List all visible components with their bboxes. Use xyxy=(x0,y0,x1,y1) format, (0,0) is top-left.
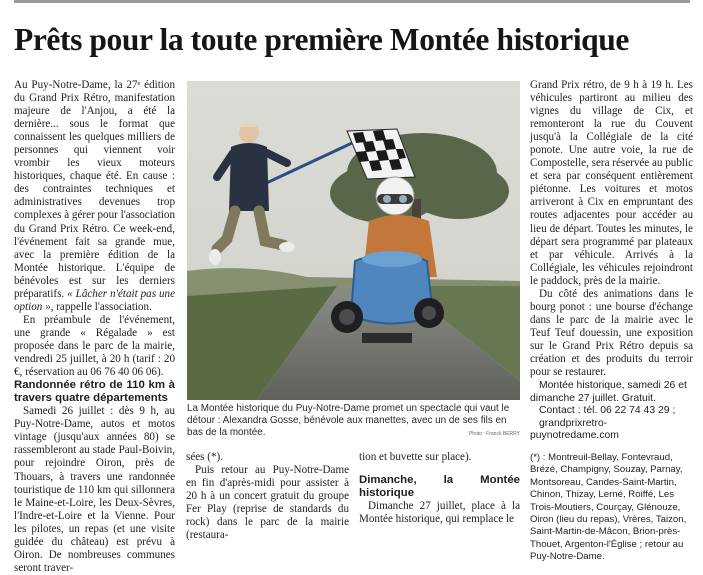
paragraph-dimanche: Dimanche 27 juillet, place à la Montée historique, qui remplace le xyxy=(359,500,520,526)
column-2 xyxy=(186,451,349,542)
subheading-randonnee: Randonnée rétro de 110 km à travers quatre départements xyxy=(14,379,175,405)
caption-text: La Montée historique du Puy-Notre-Dame promet un spectacle qui vaut le détour : Alexandra Gosse, bénévole aux manettes, avec un de ses fils en bas de la montée. xyxy=(187,403,510,438)
article-photo xyxy=(187,81,520,400)
photo-caption xyxy=(187,403,520,439)
top-rule xyxy=(14,0,690,3)
photo-credit: Photo : Franck BERRY xyxy=(468,430,520,437)
subheading-dimanche: Dimanche, la Montée historique xyxy=(359,474,520,500)
paragraph-sees: sées (*). xyxy=(186,451,223,463)
paragraph-animations: Du côté des animations dans le bourg ponot : une bourse d'échange dans le parc de la mairie avec le Teuf Teuf douessin, une exposition sur le Grand Prix Rétro depuis sa création et des produits du terroir pour se restaurer. xyxy=(530,287,693,379)
practical-info xyxy=(530,380,693,443)
paragraph-regalade: En préambule de l'événement, une grande « Régalade » est proposée dans le parc de la mairie, vendredi 25 juillet, à 20 h (tarif : 20 €, réservation au 06 76 40 06 06). xyxy=(14,313,175,379)
paragraph-buvette: tion et buvette sur place). xyxy=(359,451,472,463)
quote: « Lâcher n'était pas une option » xyxy=(14,287,175,313)
paragraph-concert: Puis retour au Puy-Notre-Dame en fin d'après-midi pour assister à 20 h à un concert gratuit du groupe Fer Play (reprise de standards du rock) dans le parc de la mairie (restaura- xyxy=(186,464,349,542)
photo-illustration xyxy=(187,81,520,400)
info-website: grandprixretro-puynotredame.com xyxy=(530,417,619,442)
paragraph-intro xyxy=(14,79,175,314)
column-4 xyxy=(530,79,693,564)
column-3 xyxy=(359,451,520,526)
info-dates: Montée historique, samedi 26 et dimanche 27 juillet. Gratuit. xyxy=(530,380,687,404)
info-contact: Contact : tél. 06 22 74 43 29 ; xyxy=(539,405,676,417)
paragraph-grand-prix: Grand Prix rétro, de 9 h à 19 h. Les véhicules partiront au milieu des vignes du village de Cix, et remonteront la rue du Couvent jusqu'à la Collégiale de la cité ponote. Une autre voie, la rue de Compostelle, sera réservée au public et sera par conséquent entièrement piétonne. Les voitures et motos arriveront à Cix en empruntant des routes adjacentes pour accéder au lieu de départ. Toutes les minutes, le départ sera programmé par plateaux et par véhicule. Arrivés à la Collégiale, les véhicules rejoindront le paddock, près de la mairie. xyxy=(530,79,693,287)
article-headline: Prêts pour la toute première Montée historique xyxy=(14,22,629,57)
quote-end: , rappelle l'association. xyxy=(50,300,152,313)
column-1 xyxy=(14,79,175,575)
communes-list: (*) : Montreuil-Bellay, Fontevraud, Brézé, Champigny, Souzay, Parnay, Montsoreau, Candes-Saint-Martin, Chinon, Thizay, Lerné, Roiffé, Les Trois-Moutiers, Courçay, Glénouze, Oiron (lieu du repas), Vrères, Taizon, Saint-Martin-de-Mâcon, Brion-près-Thouet, Argenton-l'Église ; retour au Puy-Notre-Dame. xyxy=(530,452,687,563)
paragraph-randonnee: Samedi 26 juillet : dès 9 h, au Puy-Notre-Dame, autos et motos vintage (jusqu'aux années 80) se rassembleront au stade Paul-Boivin, pour rejoindre Oiron, près de Thouars, à travers une randonnée touristique de 110 km qui sillonnera le Maine-et-Loire, les Deux-Sèvres, l'Indre-et-Loire et la Vienne. Pour les pilotes, un repas (et une visite guidée du château) est prévu à Oiron. De nombreuses communes seront traver- xyxy=(14,405,175,574)
intro-text: Au Puy-Notre-Dame, la 27ᵉ édition du Grand Prix Rétro, manifestation majeure de l'Anjou, a été la dernière... sous le format que connaissent les quelques milliers de personnes qui viennent voir vrombir les vieux moteurs historiques, chaque été. En cause : des contraintes techniques et administratives devenues trop complexes à gérer pour l'association du Grand Prix Rétro. Ce week-end, l'événement fait sa grande mue, avec la première édition de la Montée historique. L'équipe de bénévoles est sur les derniers préparatifs. xyxy=(14,79,175,300)
